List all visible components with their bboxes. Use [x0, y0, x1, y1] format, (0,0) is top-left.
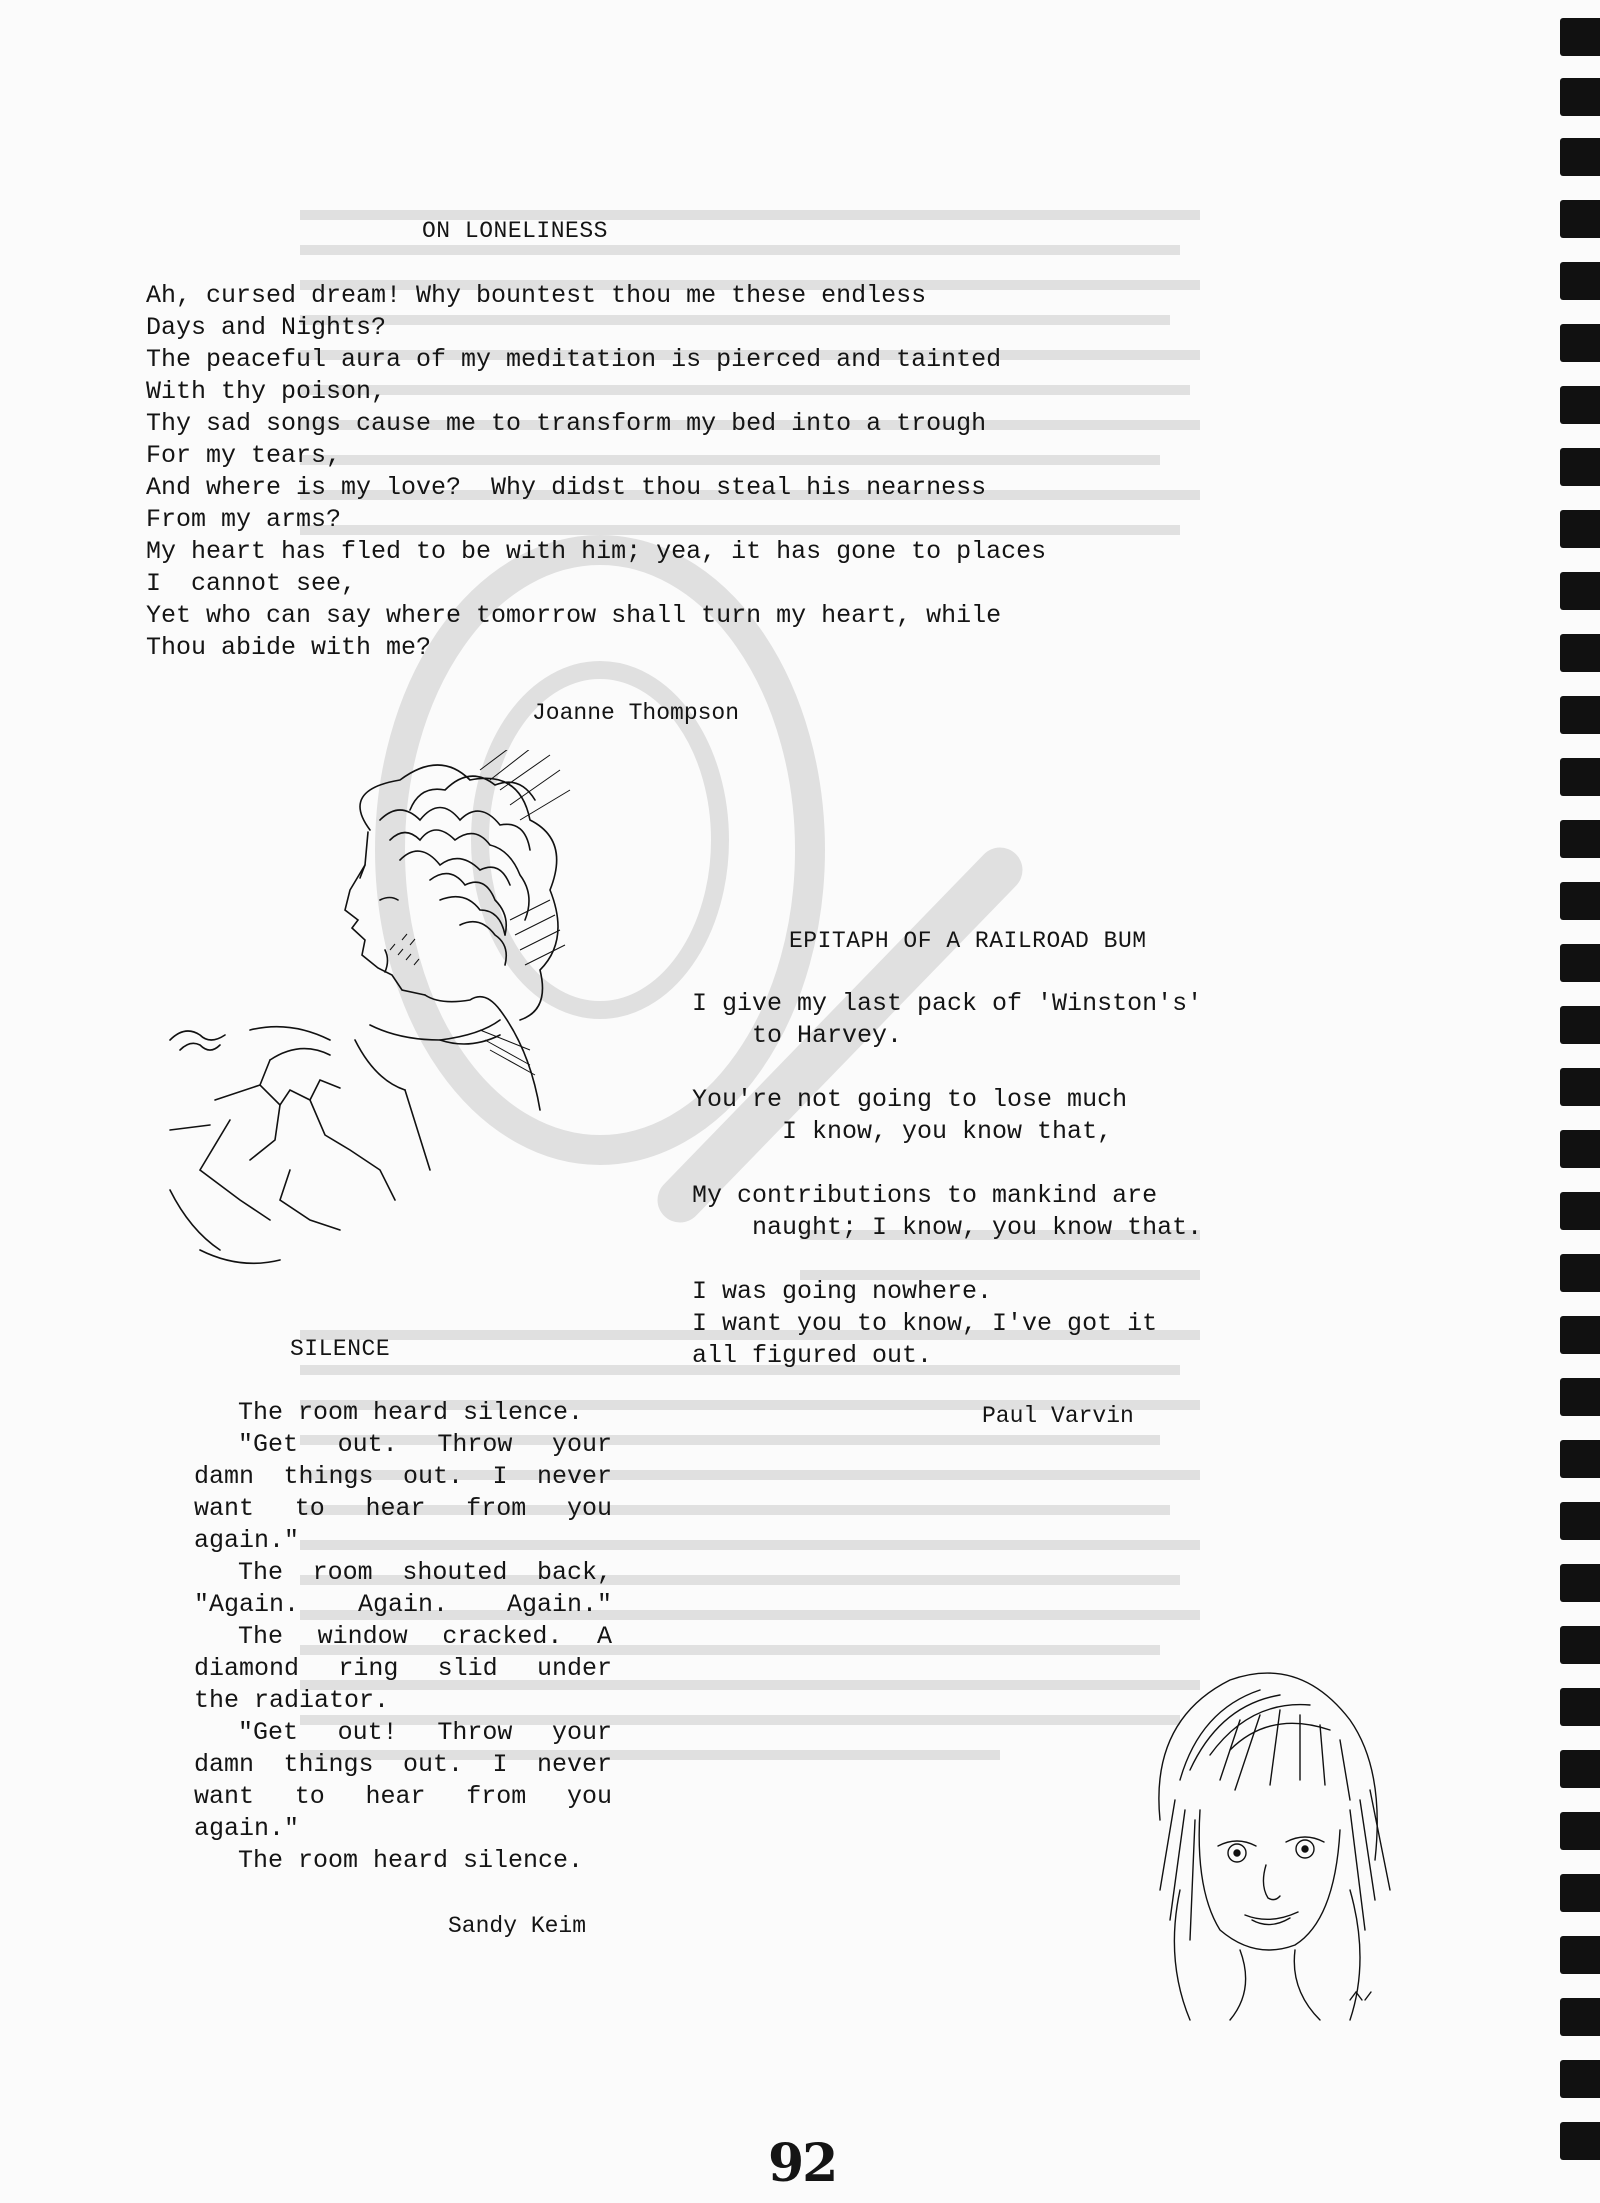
poem-line: all figured out. [692, 1341, 933, 1370]
poem-line: Yet who can say where tomorrow shall turn my heart, while [146, 601, 1002, 630]
poem-body-on-loneliness [146, 280, 1106, 664]
poem-author-thompson: Joanne Thompson [532, 700, 740, 726]
poem-line: I know, you know that, [692, 1117, 1113, 1146]
poem-line: The peaceful aura of my meditation is pierced and tainted [146, 345, 1002, 374]
poem-line: diamond ring slid under [194, 1654, 612, 1683]
poem-line [692, 1244, 1292, 1276]
poem-title-silence: SILENCE [290, 1336, 391, 1362]
poem-line: The room shouted back, [238, 1558, 612, 1587]
poem-line: With thy poison, [146, 377, 387, 406]
poem-line [692, 1052, 1292, 1084]
poem-title-on-loneliness: ON LONELINESS [422, 218, 608, 244]
poem-line: Thy sad songs cause me to transform my bed into a trough [146, 409, 987, 438]
poem-line: My heart has fled to be with him; yea, it has gone to places [146, 537, 1047, 566]
poem-line: want to hear from you [194, 1782, 612, 1811]
poem-line: the radiator. [194, 1686, 390, 1715]
poem-line: You're not going to lose much [692, 1085, 1128, 1114]
poem-line [692, 1148, 1292, 1180]
poem-line: Ah, cursed dream! Why bountest thou me these endless [146, 281, 927, 310]
girl-face-sketch [1120, 1660, 1400, 2040]
poem-line: damn things out. I never [194, 1750, 612, 1779]
poem-line: For my tears, [146, 441, 342, 470]
poem-line: to Harvey. [692, 1021, 903, 1050]
poem-line: "Again. Again. Again." [194, 1590, 612, 1619]
poem-line: naught; I know, you know that. [692, 1213, 1203, 1242]
poem-line: From my arms? [146, 505, 342, 534]
poem-line: I was going nowhere. [692, 1277, 993, 1306]
poem-line: The window cracked. A [238, 1622, 612, 1651]
poem-body-epitaph [692, 988, 1292, 1372]
poem-line: "Get out. Throw your [238, 1430, 612, 1459]
poem-body-silence [194, 1397, 612, 1877]
poem-line: The room heard silence. [238, 1846, 584, 1875]
poem-author-keim: Sandy Keim [448, 1913, 587, 1939]
poem-line: The room heard silence. [238, 1398, 584, 1427]
poem-line: I want you to know, I've got it [692, 1309, 1158, 1338]
poem-line: want to hear from you [194, 1494, 612, 1523]
poem-title-epitaph: EPITAPH OF A RAILROAD BUM [789, 928, 1147, 954]
poem-line: And where is my love? Why didst thou steal his nearness [146, 473, 987, 502]
poem-line: again." [194, 1814, 300, 1843]
poem-line: I cannot see, [146, 569, 357, 598]
poem-line: Days and Nights? [146, 313, 387, 342]
poem-author-varvin: Paul Varvin [982, 1403, 1134, 1429]
man-smoking-sketch [140, 750, 620, 1310]
poem-line: damn things out. I never [194, 1462, 612, 1491]
poem-line: "Get out! Throw your [238, 1718, 612, 1747]
poem-line: again." [194, 1526, 300, 1555]
poem-line: My contributions to mankind are [692, 1181, 1158, 1210]
page-number: 92 [768, 2133, 837, 2194]
poem-line: I give my last pack of 'Winston's' [692, 989, 1203, 1018]
spiral-binding [1548, 0, 1600, 2203]
poem-line: Thou abide with me? [146, 633, 432, 662]
